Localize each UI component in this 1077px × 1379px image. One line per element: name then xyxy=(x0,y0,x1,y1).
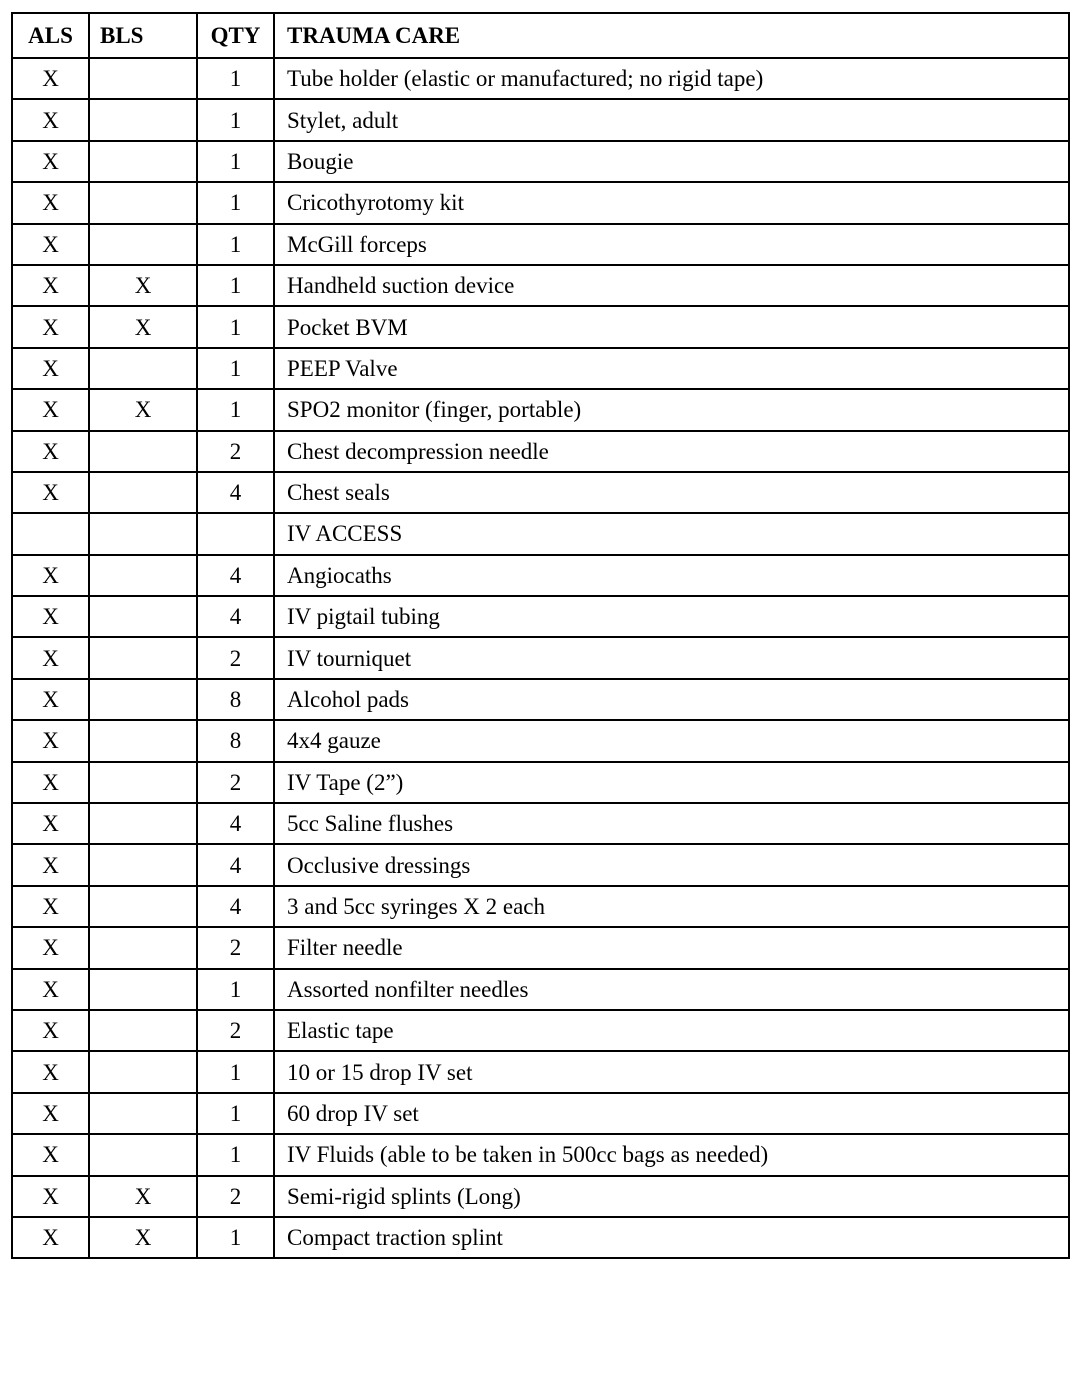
trauma-care-table xyxy=(11,12,1070,1259)
item-cell: McGill forceps xyxy=(274,224,1069,265)
item-cell: Alcohol pads xyxy=(274,679,1069,720)
bls-cell xyxy=(89,58,197,99)
als-cell: X xyxy=(12,306,89,347)
als-cell: X xyxy=(12,803,89,844)
qty-cell: 4 xyxy=(197,886,274,927)
qty-cell: 1 xyxy=(197,1217,274,1258)
als-cell: X xyxy=(12,1010,89,1051)
item-cell: 3 and 5cc syringes X 2 each xyxy=(274,886,1069,927)
bls-cell xyxy=(89,472,197,513)
item-cell: Cricothyrotomy kit xyxy=(274,182,1069,223)
header-qty: QTY xyxy=(197,13,274,58)
qty-cell: 4 xyxy=(197,596,274,637)
bls-cell: X xyxy=(89,265,197,306)
bls-cell xyxy=(89,844,197,885)
qty-cell: 1 xyxy=(197,389,274,430)
als-cell: X xyxy=(12,679,89,720)
item-cell: SPO2 monitor (finger, portable) xyxy=(274,389,1069,430)
als-cell: X xyxy=(12,348,89,389)
header-trauma-care: TRAUMA CARE xyxy=(274,13,1069,58)
item-cell: Occlusive dressings xyxy=(274,844,1069,885)
bls-cell: X xyxy=(89,1176,197,1217)
qty-cell: 1 xyxy=(197,1093,274,1134)
qty-cell: 1 xyxy=(197,58,274,99)
als-cell: X xyxy=(12,265,89,306)
als-cell: X xyxy=(12,762,89,803)
item-cell: 4x4 gauze xyxy=(274,720,1069,761)
item-cell: Assorted nonfilter needles xyxy=(274,969,1069,1010)
bls-cell xyxy=(89,555,197,596)
bls-cell xyxy=(89,224,197,265)
table-body xyxy=(12,58,1069,1258)
qty-cell: 4 xyxy=(197,844,274,885)
item-cell: PEEP Valve xyxy=(274,348,1069,389)
als-cell: X xyxy=(12,555,89,596)
table-row xyxy=(12,389,1069,430)
table-row xyxy=(12,1217,1069,1258)
bls-cell xyxy=(89,99,197,140)
qty-cell: 1 xyxy=(197,99,274,140)
als-cell: X xyxy=(12,58,89,99)
bls-cell xyxy=(89,1010,197,1051)
bls-cell xyxy=(89,1134,197,1175)
table-row xyxy=(12,472,1069,513)
bls-cell xyxy=(89,596,197,637)
als-cell: X xyxy=(12,1217,89,1258)
item-cell: Tube holder (elastic or manufactured; no rigid tape) xyxy=(274,58,1069,99)
item-cell: Chest decompression needle xyxy=(274,431,1069,472)
table-row xyxy=(12,1134,1069,1175)
table-row xyxy=(12,886,1069,927)
bls-cell xyxy=(89,637,197,678)
als-cell: X xyxy=(12,224,89,265)
item-cell: 10 or 15 drop IV set xyxy=(274,1051,1069,1092)
bls-cell xyxy=(89,927,197,968)
bls-cell xyxy=(89,1051,197,1092)
bls-cell xyxy=(89,679,197,720)
qty-cell xyxy=(197,513,274,554)
als-cell: X xyxy=(12,1051,89,1092)
qty-cell: 1 xyxy=(197,182,274,223)
qty-cell: 1 xyxy=(197,1134,274,1175)
qty-cell: 4 xyxy=(197,803,274,844)
table-row xyxy=(12,803,1069,844)
qty-cell: 2 xyxy=(197,762,274,803)
item-cell: IV Fluids (able to be taken in 500cc bags as needed) xyxy=(274,1134,1069,1175)
qty-cell: 4 xyxy=(197,555,274,596)
qty-cell: 4 xyxy=(197,472,274,513)
bls-cell xyxy=(89,513,197,554)
bls-cell xyxy=(89,431,197,472)
qty-cell: 8 xyxy=(197,720,274,761)
table-row xyxy=(12,431,1069,472)
header-bls: BLS xyxy=(89,13,197,58)
header-als: ALS xyxy=(12,13,89,58)
bls-cell xyxy=(89,1093,197,1134)
table-row xyxy=(12,844,1069,885)
item-cell: 5cc Saline flushes xyxy=(274,803,1069,844)
table-row xyxy=(12,513,1069,554)
item-cell: Pocket BVM xyxy=(274,306,1069,347)
als-cell: X xyxy=(12,182,89,223)
bls-cell xyxy=(89,886,197,927)
qty-cell: 2 xyxy=(197,927,274,968)
table-row xyxy=(12,224,1069,265)
table-row xyxy=(12,182,1069,223)
item-cell: Filter needle xyxy=(274,927,1069,968)
bls-cell xyxy=(89,182,197,223)
item-cell: IV ACCESS xyxy=(274,513,1069,554)
bls-cell xyxy=(89,141,197,182)
table-row xyxy=(12,265,1069,306)
qty-cell: 1 xyxy=(197,348,274,389)
bls-cell: X xyxy=(89,306,197,347)
item-cell: IV tourniquet xyxy=(274,637,1069,678)
bls-cell xyxy=(89,803,197,844)
item-cell: Handheld suction device xyxy=(274,265,1069,306)
bls-cell: X xyxy=(89,389,197,430)
table-row xyxy=(12,969,1069,1010)
item-cell: Chest seals xyxy=(274,472,1069,513)
table-row xyxy=(12,306,1069,347)
als-cell: X xyxy=(12,596,89,637)
als-cell: X xyxy=(12,431,89,472)
table-row xyxy=(12,348,1069,389)
item-cell: Compact traction splint xyxy=(274,1217,1069,1258)
bls-cell xyxy=(89,348,197,389)
item-cell: IV pigtail tubing xyxy=(274,596,1069,637)
item-cell: 60 drop IV set xyxy=(274,1093,1069,1134)
qty-cell: 1 xyxy=(197,306,274,347)
bls-cell: X xyxy=(89,1217,197,1258)
bls-cell xyxy=(89,969,197,1010)
table-row xyxy=(12,1093,1069,1134)
table-row xyxy=(12,762,1069,803)
als-cell: X xyxy=(12,637,89,678)
als-cell: X xyxy=(12,969,89,1010)
table-row xyxy=(12,1176,1069,1217)
item-cell: Stylet, adult xyxy=(274,99,1069,140)
bls-cell xyxy=(89,720,197,761)
table-row xyxy=(12,679,1069,720)
table-row xyxy=(12,596,1069,637)
als-cell: X xyxy=(12,1134,89,1175)
table-row xyxy=(12,555,1069,596)
als-cell: X xyxy=(12,720,89,761)
item-cell: Angiocaths xyxy=(274,555,1069,596)
item-cell: Bougie xyxy=(274,141,1069,182)
qty-cell: 1 xyxy=(197,141,274,182)
als-cell: X xyxy=(12,1176,89,1217)
table-row xyxy=(12,1051,1069,1092)
qty-cell: 2 xyxy=(197,637,274,678)
als-cell xyxy=(12,513,89,554)
als-cell: X xyxy=(12,141,89,182)
item-cell: IV Tape (2”) xyxy=(274,762,1069,803)
qty-cell: 2 xyxy=(197,431,274,472)
qty-cell: 1 xyxy=(197,969,274,1010)
qty-cell: 8 xyxy=(197,679,274,720)
table-row xyxy=(12,1010,1069,1051)
qty-cell: 1 xyxy=(197,265,274,306)
qty-cell: 1 xyxy=(197,1051,274,1092)
als-cell: X xyxy=(12,927,89,968)
table-row xyxy=(12,58,1069,99)
qty-cell: 2 xyxy=(197,1010,274,1051)
table-row xyxy=(12,99,1069,140)
als-cell: X xyxy=(12,472,89,513)
als-cell: X xyxy=(12,389,89,430)
als-cell: X xyxy=(12,886,89,927)
table-row xyxy=(12,720,1069,761)
als-cell: X xyxy=(12,844,89,885)
qty-cell: 1 xyxy=(197,224,274,265)
table-row xyxy=(12,637,1069,678)
item-cell: Elastic tape xyxy=(274,1010,1069,1051)
header-row xyxy=(12,13,1069,58)
item-cell: Semi-rigid splints (Long) xyxy=(274,1176,1069,1217)
table-row xyxy=(12,927,1069,968)
bls-cell xyxy=(89,762,197,803)
qty-cell: 2 xyxy=(197,1176,274,1217)
table-row xyxy=(12,141,1069,182)
als-cell: X xyxy=(12,99,89,140)
als-cell: X xyxy=(12,1093,89,1134)
